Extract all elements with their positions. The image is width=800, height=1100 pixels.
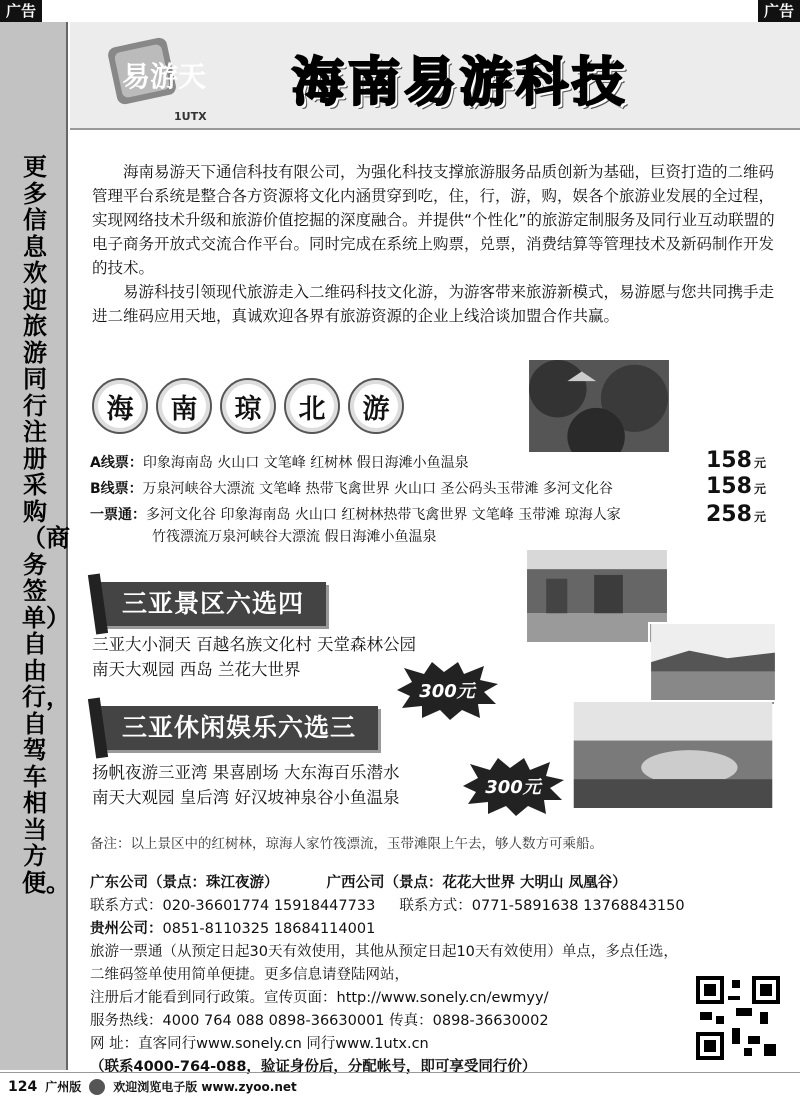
ticket-price: 258 元 xyxy=(706,502,766,527)
ticket-items: 多河文化谷 印象海南岛 火山口 红树林热带飞禽世界 文笔峰 玉带滩 琼海人家 xyxy=(146,507,621,523)
ticket-a xyxy=(90,452,730,474)
logo-text: 易游天 xyxy=(122,60,207,93)
ad-tag-left: 广告 xyxy=(0,0,42,22)
logo-sub: 1UTX xyxy=(174,110,207,123)
intro-paragraph-2: 易游科技引领现代旅游走入二维码科技文化游，为游客带来旅游新模式，易游愿与您共同携手走进二维码应用天地，真诚欢迎各界有旅游资源的企业上线洽谈加盟合作共赢。 xyxy=(92,283,775,325)
info-line: 注册后才能看到同行政策。宣传页面：http://www.sonely.cn/ewmyy/ xyxy=(90,990,549,1006)
edition: 广州版 xyxy=(45,1079,82,1094)
info-line: 旅游一票通（从预定日起30天有效使用，其他从预定日起10天有效使用）单点，多点任选， xyxy=(90,944,678,960)
sanya-banner-1: 三亚景区六选四 xyxy=(100,582,326,626)
photo-hainan-forest xyxy=(526,358,672,454)
sidebar xyxy=(0,22,68,1070)
ticket-items-2: 竹筏漂流万泉河峡谷大漂流 假日海滩小鱼温泉 xyxy=(152,529,437,545)
page-number: 124 xyxy=(8,1078,38,1095)
ticket-label: A线票： xyxy=(90,455,143,471)
price-label: 300元 xyxy=(419,681,475,702)
price-burst-icon xyxy=(458,756,568,816)
ticket-items: 印象海南岛 火山口 文笔峰 红树林 假日海滩小鱼温泉 xyxy=(142,455,469,471)
guizhou-row: 贵州公司：0851-8110325 18684114001 xyxy=(90,921,376,937)
logo-icon xyxy=(104,34,254,124)
sanya-list-2: 扬帆夜游三亚湾 果喜剧场 大东海百乐潜水 南天大观园 皇后湾 好汉坡神泉谷小鱼温泉 xyxy=(92,763,400,807)
title-char: 琼 xyxy=(220,378,276,434)
photo-sanya-sea xyxy=(648,622,778,706)
hainan-title xyxy=(92,378,404,434)
footer-slogan: 欢迎浏览电子版 www.zyoo.net xyxy=(113,1079,297,1094)
sidebar-slogan: 更多信息欢迎旅游同行注册采购（商务签单）自由行，自驾车相当方便。 xyxy=(22,153,70,897)
intro-paragraph-1: 海南易游天下通信科技有限公司，为强化科技支撑旅游服务品质创新为基础，巨资打造的二维码管理平台系统是整合各方资源将文化内涵贯穿到吃，住，行，游，购，娱各个旅游业发展的全过程，实现网络技术升级和旅游价值挖掘的深度融合。并提供“个性化”的旅游定制服务及同行业互动联盟的电子商务开放式交流合作平台。同时完成在系统上购票，兑票，消费结算等管理技术及新码制作开发的技术。 xyxy=(92,163,775,277)
ticket-all xyxy=(90,504,730,548)
footer xyxy=(0,1072,800,1100)
header xyxy=(70,22,800,130)
info-line: （联系4000-764-088，验证身份后，分配帐号，即可享受同行价） xyxy=(90,1059,537,1075)
price-label: 300元 xyxy=(485,777,541,798)
ticket-price: 158 元 xyxy=(706,474,766,499)
title-char: 南 xyxy=(156,378,212,434)
photo-sanya-bay xyxy=(570,700,776,810)
brand-title: 海南易游科技 xyxy=(292,53,629,113)
sanya-list-1: 三亚大小洞天 百越名族文化村 天堂森林公园 南天大观园 西岛 兰花大世界 xyxy=(92,635,416,679)
ticket-price: 158 元 xyxy=(706,448,766,473)
info-line: 服务热线：4000 764 088 0898-36630001 传真：0898-36630002 xyxy=(90,1013,549,1029)
ticket-b xyxy=(90,478,730,500)
remark: 备注：以上景区中的红树林，琼海人家竹筏漂流，玉带滩限上午去，够人数方可乘船。 xyxy=(90,836,603,852)
sanya-banner-2: 三亚休闲娱乐六选三 xyxy=(100,706,378,750)
title-char: 北 xyxy=(284,378,340,434)
title-char: 游 xyxy=(348,378,404,434)
branch-row: 广东公司（景点：珠江夜游） 广西公司（景点：花花大世界 大明山 凤凰谷） xyxy=(90,875,627,891)
qr-code-icon[interactable] xyxy=(692,972,784,1064)
title-char: 海 xyxy=(92,378,148,434)
branch-tel-row: 联系方式：020-36601774 15918447733 联系方式：0771-5891638 13768843150 xyxy=(90,898,685,914)
ticket-items: 万泉河峡谷大漂流 文笔峰 热带飞禽世界 火山口 圣公码头玉带滩 多河文化谷 xyxy=(142,481,613,497)
price-burst-icon xyxy=(392,660,502,720)
site-logo-icon xyxy=(89,1079,105,1095)
ticket-label: B线票： xyxy=(90,481,143,497)
ticket-label: 一票通： xyxy=(90,507,146,523)
ad-tag-right: 广告 xyxy=(758,0,800,22)
intro-text xyxy=(92,160,786,328)
info-line: 二维码签单使用简单便捷。更多信息请登陆网站， xyxy=(90,967,409,983)
info-line: 网 址：直客同行www.sonely.cn 同行www.1utx.cn xyxy=(90,1036,429,1052)
